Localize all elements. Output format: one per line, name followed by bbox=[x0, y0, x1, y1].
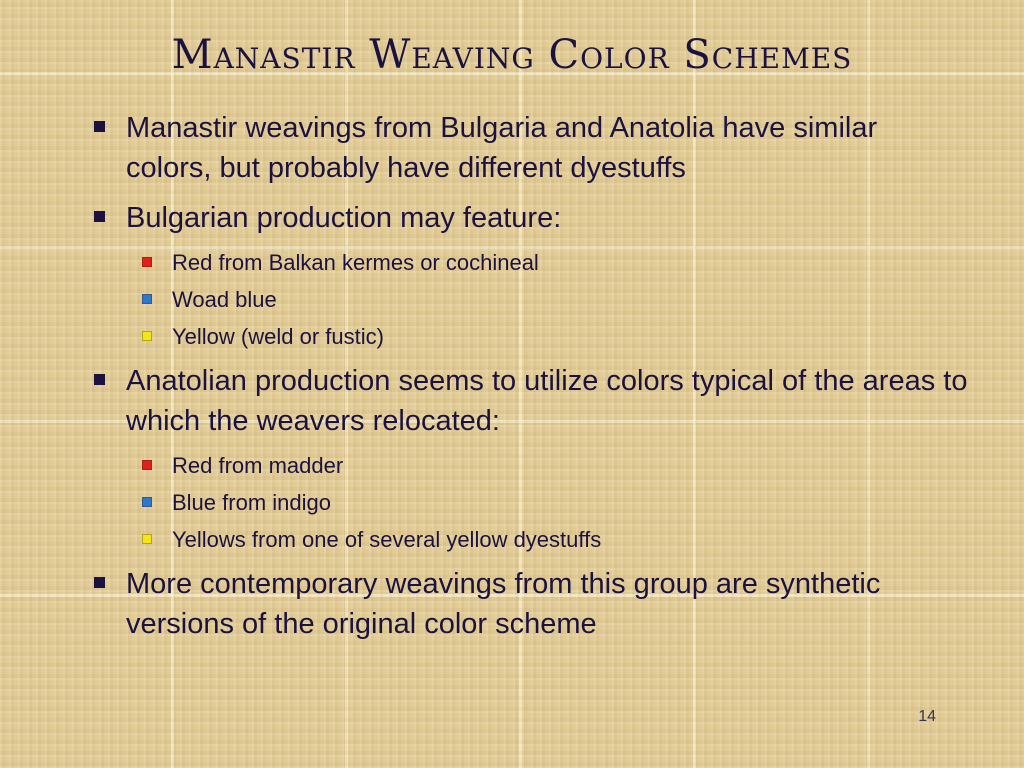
slide-title: Manastir Weaving Color Schemes bbox=[171, 32, 853, 78]
sub-bullet-list bbox=[88, 447, 968, 558]
square-bullet-icon bbox=[94, 577, 105, 588]
slide-body bbox=[88, 108, 968, 654]
yellow-square-bullet-icon bbox=[142, 331, 152, 341]
sub-bullet-text: Red from madder bbox=[172, 453, 344, 478]
sub-bullet-item bbox=[88, 447, 968, 484]
sub-bullet-text: Blue from indigo bbox=[172, 490, 331, 515]
square-bullet-icon bbox=[94, 121, 105, 132]
sub-bullet-item bbox=[88, 521, 968, 558]
sub-bullet-text: Yellows from one of several yellow dyestuffs bbox=[172, 527, 602, 552]
blue-square-bullet-icon bbox=[142, 497, 152, 507]
bullet-item bbox=[88, 564, 968, 644]
sub-bullet-item bbox=[88, 484, 968, 521]
sub-bullet-text: Yellow (weld or fustic) bbox=[172, 324, 384, 349]
bullet-text: Manastir weavings from Bulgaria and Anatolia have similar colors, but probably have different dyestuffs bbox=[126, 112, 878, 184]
sub-bullet-text: Red from Balkan kermes or cochineal bbox=[172, 250, 539, 275]
sub-bullet-item bbox=[88, 281, 968, 318]
red-square-bullet-icon bbox=[142, 460, 152, 470]
square-bullet-icon bbox=[94, 211, 105, 222]
blue-square-bullet-icon bbox=[142, 294, 152, 304]
sub-bullet-item bbox=[88, 318, 968, 355]
bullet-item bbox=[88, 108, 968, 188]
yellow-square-bullet-icon bbox=[142, 534, 152, 544]
bullet-text: Anatolian production seems to utilize colors typical of the areas to which the weavers relocated: bbox=[126, 365, 968, 437]
page-number: 14 bbox=[918, 708, 936, 725]
red-square-bullet-icon bbox=[142, 257, 152, 267]
square-bullet-icon bbox=[94, 374, 105, 385]
bullet-item bbox=[88, 361, 968, 441]
bullet-item bbox=[88, 198, 968, 238]
bullet-text: Bulgarian production may feature: bbox=[126, 202, 562, 234]
sub-bullet-item bbox=[88, 244, 968, 281]
bullet-text: More contemporary weavings from this group are synthetic versions of the original color scheme bbox=[126, 568, 881, 640]
sub-bullet-list bbox=[88, 244, 968, 355]
sub-bullet-text: Woad blue bbox=[172, 287, 277, 312]
